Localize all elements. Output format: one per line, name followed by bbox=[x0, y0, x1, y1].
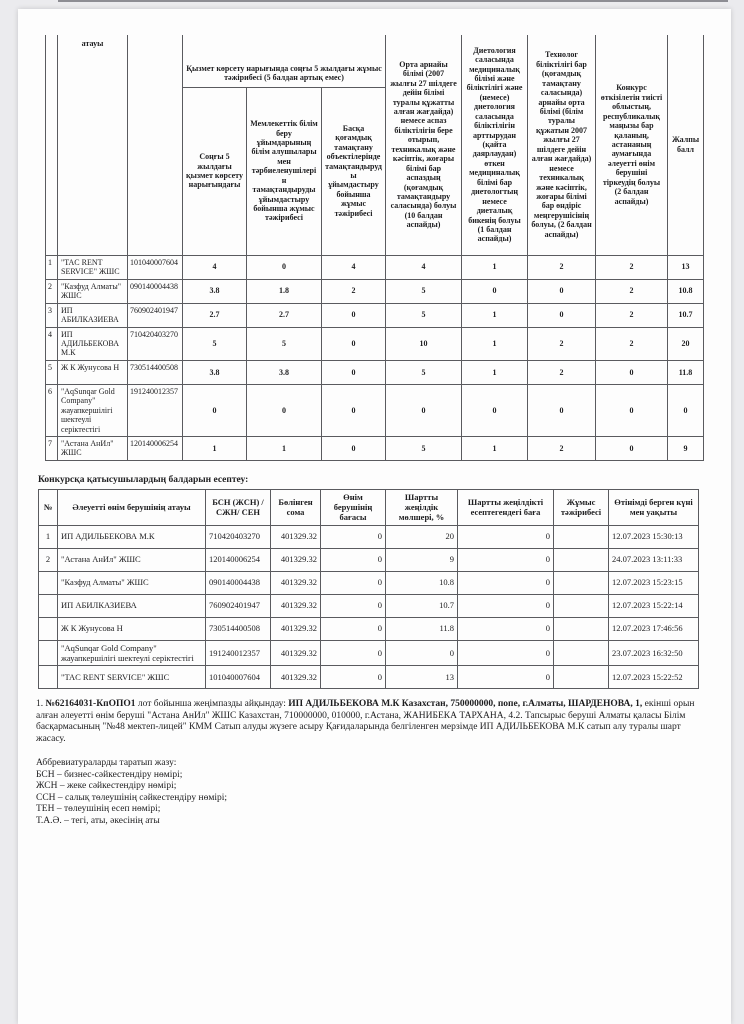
discount-cell: 20 bbox=[386, 525, 458, 548]
row-index-cell bbox=[39, 594, 58, 617]
abbreviations-title: Аббревиатураларды таратып жазу: bbox=[36, 758, 177, 769]
row-index-cell bbox=[39, 571, 58, 594]
column-header-discount-percent: Шартты жеңілдік мөлшері, % bbox=[386, 490, 458, 526]
table-row bbox=[46, 360, 704, 384]
score-cell: 4 bbox=[386, 255, 462, 279]
row-index-cell: 5 bbox=[46, 360, 58, 384]
column-header-experience-group: Қызмет көрсету нарығында соңғы 5 жылдағы жұмыс тәжірибесі (5 балдан артық емес) bbox=[183, 35, 386, 87]
score-cell: 0 bbox=[322, 437, 386, 461]
score-cell: 5 bbox=[386, 303, 462, 327]
row-index-cell: 1 bbox=[46, 255, 58, 279]
bin-cell: 090140004438 bbox=[128, 279, 183, 303]
row-index-cell: 2 bbox=[39, 548, 58, 571]
score-cell: 0 bbox=[183, 384, 247, 436]
total-score-cell: 11.8 bbox=[668, 360, 704, 384]
experience-cell bbox=[554, 665, 609, 688]
score-cell: 1 bbox=[462, 327, 528, 360]
bin-cell: 730514400508 bbox=[206, 617, 271, 640]
row-index-cell: 1 bbox=[39, 525, 58, 548]
column-header-technologist: Технолог біліктілігі бар (қоғамдық тамақтану саласында) арнайы орта білімі (білім туралы құжатын 2007 жылғы 27 шілдеге дейін алған жағдайда) немесе техникалық және кәсіптік, жоғары білімі бар өндіріс меңгерушісінің болуы, (2 балдан аспайды) bbox=[528, 35, 596, 255]
experience-cell bbox=[554, 548, 609, 571]
table-row bbox=[39, 665, 699, 688]
score-cell: 2 bbox=[528, 327, 596, 360]
score-cell: 2 bbox=[322, 279, 386, 303]
bin-cell: 120140006254 bbox=[206, 548, 271, 571]
column-header-total: Жалпы балл bbox=[668, 35, 704, 255]
supplier-name-cell: ИП АДИЛЬБЕКОВА М.К bbox=[58, 327, 128, 360]
allocated-sum-cell: 401329.32 bbox=[271, 525, 321, 548]
submission-datetime-cell: 12.07.2023 17:46:56 bbox=[609, 617, 699, 640]
discounted-price-cell: 0 bbox=[458, 640, 554, 665]
score-cell: 0 bbox=[322, 303, 386, 327]
experience-cell bbox=[554, 594, 609, 617]
total-score-cell: 0 bbox=[668, 384, 704, 436]
score-cell: 0 bbox=[528, 279, 596, 303]
score-cell: 0 bbox=[596, 384, 668, 436]
score-cell: 1 bbox=[462, 360, 528, 384]
bid-calculation-table bbox=[38, 489, 699, 689]
bin-cell: 710420403270 bbox=[128, 327, 183, 360]
score-cell: 0 bbox=[528, 384, 596, 436]
score-cell: 3.8 bbox=[183, 360, 247, 384]
total-score-cell: 9 bbox=[668, 437, 704, 461]
bin-cell: 730514400508 bbox=[128, 360, 183, 384]
score-cell: 5 bbox=[386, 437, 462, 461]
submission-datetime-cell: 12.07.2023 15:22:52 bbox=[609, 665, 699, 688]
score-cell: 1 bbox=[183, 437, 247, 461]
bin-cell: 760902401947 bbox=[206, 594, 271, 617]
supplier-price-cell: 0 bbox=[321, 548, 386, 571]
score-cell: 10 bbox=[386, 327, 462, 360]
winner-details: ИП АДИЛЬБЕКОВА М.К Казахстан, 750000000, попе, г.Алматы, ШАРДЕНОВА, 1, bbox=[288, 698, 643, 709]
score-cell: 0 bbox=[322, 360, 386, 384]
supplier-price-cell: 0 bbox=[321, 571, 386, 594]
submission-datetime-cell: 12.07.2023 15:22:14 bbox=[609, 594, 699, 617]
column-header-supplier-price: Өнім берушінің бағасы bbox=[321, 490, 386, 526]
discounted-price-cell: 0 bbox=[458, 665, 554, 688]
submission-datetime-cell: 23.07.2023 16:32:50 bbox=[609, 640, 699, 665]
score-cell: 2 bbox=[528, 255, 596, 279]
bin-cell: 120140006254 bbox=[128, 437, 183, 461]
score-cell: 2 bbox=[528, 437, 596, 461]
submission-datetime-cell: 12.07.2023 15:30:13 bbox=[609, 525, 699, 548]
row-index-cell bbox=[39, 665, 58, 688]
score-cell: 4 bbox=[183, 255, 247, 279]
column-header-bin bbox=[128, 35, 183, 255]
document-content bbox=[18, 9, 731, 827]
table-row bbox=[39, 571, 699, 594]
row-index-cell: 4 bbox=[46, 327, 58, 360]
supplier-name-cell: "Казфуд Алматы" ЖШС bbox=[58, 571, 206, 594]
supplier-price-cell: 0 bbox=[321, 525, 386, 548]
total-score-cell: 13 bbox=[668, 255, 704, 279]
supplier-name-cell: ИП АБИЛКАЗИЕВА bbox=[58, 303, 128, 327]
document-page bbox=[18, 9, 731, 1024]
winner-decision-paragraph bbox=[36, 699, 709, 745]
photo-top-edge bbox=[58, 0, 728, 2]
discounted-price-cell: 0 bbox=[458, 525, 554, 548]
submission-datetime-cell: 12.07.2023 15:23:15 bbox=[609, 571, 699, 594]
total-score-cell: 20 bbox=[668, 327, 704, 360]
score-cell: 5 bbox=[386, 360, 462, 384]
supplier-name-cell: "Казфуд Алматы" ЖШС bbox=[58, 279, 128, 303]
abbreviation-ssn: ССН – салық төлеушінің сәйкестендіру нөмірі; bbox=[36, 792, 228, 803]
abbreviation-bsn: БСН – бизнес-сәйкестендіру нөмірі; bbox=[36, 769, 183, 780]
bin-cell: 760902401947 bbox=[128, 303, 183, 327]
allocated-sum-cell: 401329.32 bbox=[271, 594, 321, 617]
supplier-name-cell: "TAC RENT SERVICE" ЖШС bbox=[58, 665, 206, 688]
supplier-name-cell: "AqSunqar Gold Company" жауапкершілігі шектеулі серіктестігі bbox=[58, 384, 128, 436]
score-cell: 0 bbox=[528, 303, 596, 327]
score-cell: 2 bbox=[528, 360, 596, 384]
column-header-chef-education: Орта арнайы білімі (2007 жылғы 27 шілдеге дейін білімі туралы құжатты алған жағдайда) немесе аспаз біліктілігін бере отырып, техникалық және кәсіптік, жоғары білімі бар аспаздың (қоғамдық тамақтандыру саласында) болуы (10 балдан аспайды) bbox=[386, 35, 462, 255]
allocated-sum-cell: 401329.32 bbox=[271, 665, 321, 688]
allocated-sum-cell: 401329.32 bbox=[271, 571, 321, 594]
score-cell: 0 bbox=[596, 437, 668, 461]
supplier-price-cell: 0 bbox=[321, 665, 386, 688]
allocated-sum-cell: 401329.32 bbox=[271, 617, 321, 640]
supplier-name-cell: "TAC RENT SERVICE" ЖШС bbox=[58, 255, 128, 279]
column-header-discounted-price: Шартты жеңілдікті есептегендегі баға bbox=[458, 490, 554, 526]
column-header-name: атауы bbox=[58, 35, 128, 255]
discount-cell: 10.7 bbox=[386, 594, 458, 617]
lot-number: №62164031-КпОПО1 bbox=[45, 698, 136, 709]
score-cell: 5 bbox=[247, 327, 322, 360]
discounted-price-cell: 0 bbox=[458, 617, 554, 640]
bin-cell: 101040007604 bbox=[128, 255, 183, 279]
supplier-price-cell: 0 bbox=[321, 594, 386, 617]
row-index-cell bbox=[39, 617, 58, 640]
column-header-other-catering-experience: Басқа қоғамдық тамақтану объектілерінде тамақтандыруды ұйымдастыру бойынша жұмыс тәжірибесі bbox=[322, 87, 386, 255]
discount-cell: 10.8 bbox=[386, 571, 458, 594]
discount-cell: 9 bbox=[386, 548, 458, 571]
total-score-cell: 10.7 bbox=[668, 303, 704, 327]
abbreviation-tae: Т.А.Ә. – тегі, аты, әкесінің аты bbox=[36, 815, 160, 826]
score-cell: 2 bbox=[596, 279, 668, 303]
bin-cell: 191240012357 bbox=[128, 384, 183, 436]
supplier-name-cell: "Астана АнИл" ЖШС bbox=[58, 548, 206, 571]
table-row bbox=[39, 594, 699, 617]
column-header-allocated-sum: Бөлінген сома bbox=[271, 490, 321, 526]
supplier-name-cell: "AqSunqar Gold Company" жауапкершілігі шектеулі серіктестігі bbox=[58, 640, 206, 665]
decision-mid-text: лот бойынша жеңімпазды айқындау: bbox=[135, 698, 289, 709]
experience-cell bbox=[554, 571, 609, 594]
abbreviation-zhsn: ЖСН – жеке сәйкестендіру нөмірі; bbox=[36, 781, 177, 792]
row-index-cell: 6 bbox=[46, 384, 58, 436]
column-header-supplier-name: Әлеуетті өнім берушінің атауы bbox=[58, 490, 206, 526]
column-header-work-experience: Жұмыс тәжірибесі bbox=[554, 490, 609, 526]
column-header-registration: Конкурс өткізілетін тиісті облыстың, республикалық маңызы бар қаланың, астананың аумағында әлеуетті өнім берушіні тіркеудің болуы (2 балдан аспайды) bbox=[596, 35, 668, 255]
bin-cell: 090140004438 bbox=[206, 571, 271, 594]
score-cell: 1 bbox=[462, 303, 528, 327]
bin-cell: 710420403270 bbox=[206, 525, 271, 548]
supplier-name-cell: Ж К Жунусова Н bbox=[58, 617, 206, 640]
supplier-price-cell: 0 bbox=[321, 617, 386, 640]
discount-cell: 0 bbox=[386, 640, 458, 665]
calculation-table-title: Конкурсқа қатысушылардың балдарын есептеу: bbox=[38, 475, 249, 485]
table-row bbox=[39, 548, 699, 571]
row-index-cell: 3 bbox=[46, 303, 58, 327]
row-index-cell bbox=[39, 640, 58, 665]
decision-prefix: 1. bbox=[36, 698, 46, 709]
discounted-price-cell: 0 bbox=[458, 594, 554, 617]
row-index-cell: 7 bbox=[46, 437, 58, 461]
experience-cell bbox=[554, 640, 609, 665]
supplier-name-cell: "Астана АнИл" ЖШС bbox=[58, 437, 128, 461]
score-cell: 1 bbox=[247, 437, 322, 461]
score-cell: 2 bbox=[596, 255, 668, 279]
supplier-name-cell: ИП АДИЛЬБЕКОВА М.К bbox=[58, 525, 206, 548]
column-header-submission-datetime: Өтінімді берген күні мен уақыты bbox=[609, 490, 699, 526]
total-score-cell: 10.8 bbox=[668, 279, 704, 303]
score-cell: 4 bbox=[322, 255, 386, 279]
criteria-scores-table bbox=[45, 35, 704, 461]
abbreviation-ten: ТЕН – төлеушінің есеп нөмірі; bbox=[36, 804, 161, 815]
supplier-name-cell: ИП АБИЛКАЗИЕВА bbox=[58, 594, 206, 617]
table-row bbox=[46, 327, 704, 360]
score-cell: 2 bbox=[596, 327, 668, 360]
header-row-top bbox=[46, 35, 704, 87]
score-cell: 0 bbox=[322, 327, 386, 360]
score-cell: 2.7 bbox=[183, 303, 247, 327]
abbreviations-block bbox=[36, 758, 719, 827]
score-cell: 1 bbox=[462, 437, 528, 461]
table-row bbox=[46, 384, 704, 436]
table-row bbox=[46, 255, 704, 279]
score-cell: 1.8 bbox=[247, 279, 322, 303]
decision-rest-text: екінші орын алған әлеуетті өнім беруші "Астана АнИл" ЖШС Казахстан, 710000000, 010000, г.Астана, ЖАНИБЕКА ТАРХАНА, 4.2. Тапсырыс беруші Алматы қаласы Білім басқармасының "№48 мектеп-лицей" КММ Сатып алуды жүзеге асыру Қағидаларында белгіленген мерзімде ИП АДИЛЬБЕКОВА М.К сатып алу туралы шарт жасасу. bbox=[36, 698, 695, 744]
submission-datetime-cell: 24.07.2023 13:11:33 bbox=[609, 548, 699, 571]
score-cell: 2 bbox=[596, 303, 668, 327]
column-header-bin: БСН (ЖСН) / СЖН/ СЕН bbox=[206, 490, 271, 526]
supplier-name-cell: Ж К Жунусова Н bbox=[58, 360, 128, 384]
score-cell: 0 bbox=[247, 255, 322, 279]
score-cell: 1 bbox=[462, 255, 528, 279]
column-header-state-education-experience: Мемлекеттік білім беру ұйымдарының білім алушылары мен тәрбиеленушілерін тамақтандыруды ұйымдастыру бойынша жұмыс тәжірибесі bbox=[247, 87, 322, 255]
allocated-sum-cell: 401329.32 bbox=[271, 548, 321, 571]
score-cell: 3.8 bbox=[183, 279, 247, 303]
header-row bbox=[39, 490, 699, 526]
score-cell: 0 bbox=[596, 360, 668, 384]
score-cell: 0 bbox=[462, 279, 528, 303]
experience-cell bbox=[554, 617, 609, 640]
score-cell: 0 bbox=[247, 384, 322, 436]
table-row bbox=[39, 525, 699, 548]
discount-cell: 13 bbox=[386, 665, 458, 688]
score-cell: 0 bbox=[386, 384, 462, 436]
score-cell: 5 bbox=[386, 279, 462, 303]
score-cell: 0 bbox=[462, 384, 528, 436]
score-cell: 5 bbox=[183, 327, 247, 360]
table-row bbox=[46, 279, 704, 303]
table-row bbox=[46, 303, 704, 327]
row-index-cell: 2 bbox=[46, 279, 58, 303]
supplier-price-cell: 0 bbox=[321, 640, 386, 665]
column-header-index bbox=[46, 35, 58, 255]
column-header-dietology: Диетология саласында медициналық білімі және біліктілігі және (немесе) диетология саласында біліктілігін арттырудан (қайта даярлаудан) өткен медициналық білімі бар диетологтың немесе диеталық бикенің болуы (1 балдан аспайды) bbox=[462, 35, 528, 255]
score-cell: 2.7 bbox=[247, 303, 322, 327]
discounted-price-cell: 0 bbox=[458, 548, 554, 571]
table-row bbox=[39, 640, 699, 665]
score-cell: 0 bbox=[322, 384, 386, 436]
discount-cell: 11.8 bbox=[386, 617, 458, 640]
column-header-number: № bbox=[39, 490, 58, 526]
experience-cell bbox=[554, 525, 609, 548]
table-row bbox=[46, 437, 704, 461]
discounted-price-cell: 0 bbox=[458, 571, 554, 594]
allocated-sum-cell: 401329.32 bbox=[271, 640, 321, 665]
column-header-market-experience: Соңғы 5 жылдағы қызмет көрсету нарығындағы bbox=[183, 87, 247, 255]
score-cell: 3.8 bbox=[247, 360, 322, 384]
bin-cell: 101040007604 bbox=[206, 665, 271, 688]
bin-cell: 191240012357 bbox=[206, 640, 271, 665]
table-row bbox=[39, 617, 699, 640]
